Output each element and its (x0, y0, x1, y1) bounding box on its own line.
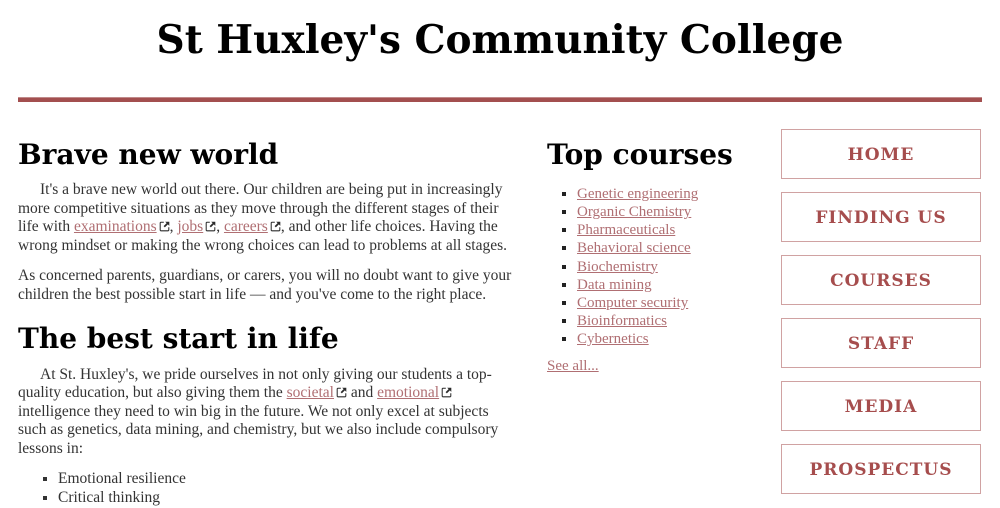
list-item (577, 239, 750, 257)
lessons-list (18, 470, 516, 507)
nav-button-finding-us[interactable]: FINDING US (781, 192, 981, 242)
main-content (18, 102, 516, 507)
list-item (577, 185, 750, 203)
course-link-cybernetics[interactable]: Cybernetics (577, 330, 649, 347)
nav-button-courses[interactable]: COURSES (781, 255, 981, 305)
link-careers[interactable] (224, 218, 281, 235)
paragraph-text: , (169, 218, 178, 236)
nav-button-home[interactable]: HOME (781, 129, 981, 179)
paragraph-text: It's a brave new world out there. Our children are being put in increasingly more competitive situations as they move through the different stages of their life with (18, 181, 503, 236)
nav-button-media[interactable]: MEDIA (781, 381, 981, 431)
see-all-link[interactable]: See all... (547, 357, 599, 374)
external-link-icon (270, 221, 281, 232)
list-item (577, 330, 750, 348)
course-link-bioinformatics[interactable]: Bioinformatics (577, 312, 667, 329)
paragraph-text: and (346, 384, 378, 402)
nav-button-prospectus[interactable]: PROSPECTUS (781, 444, 981, 494)
list-item: ▪ Emotional resilience (58, 470, 516, 489)
link-label: emotional (377, 384, 440, 402)
list-item (577, 221, 750, 239)
external-link-icon (441, 387, 452, 398)
external-link-icon (159, 221, 170, 232)
courses-list (547, 185, 750, 348)
course-link-data-mining[interactable]: Data mining (577, 276, 652, 293)
list-item (577, 258, 750, 276)
course-link-pharmaceuticals[interactable]: Pharmaceuticals (577, 222, 676, 239)
link-jobs[interactable] (177, 218, 216, 235)
course-link-organic-chemistry[interactable]: Organic Chemistry (577, 204, 692, 221)
list-item: ▪ Critical thinking (58, 489, 516, 508)
course-link-genetic-engineering[interactable]: Genetic engineering (577, 186, 699, 203)
nav-button-staff[interactable]: STAFF (781, 318, 981, 368)
course-link-behavioral-science[interactable]: Behavioral science (577, 240, 691, 257)
course-link-biochemistry[interactable]: Biochemistry (577, 258, 658, 275)
paragraph-concerned-parents: As concerned parents, guardians, or carers, you will no doubt want to give your children the best possible start in life — and you've come to the right place. (18, 267, 512, 303)
top-courses-sidebar (547, 102, 750, 375)
list-item (577, 294, 750, 312)
link-emotional[interactable] (377, 384, 452, 401)
site-nav (781, 102, 981, 507)
list-item (577, 203, 750, 221)
page-title: St Huxley's Community College (156, 17, 844, 63)
paragraph-brave-new-world (18, 181, 516, 255)
link-label: examinations (73, 218, 157, 236)
paragraph-text: , and other life choices. Having the wrong mindset or making the wrong choices can lead to problems at all stages. (18, 218, 507, 254)
course-link-computer-security[interactable]: Computer security (577, 294, 689, 311)
paragraph-best-start (18, 366, 516, 459)
paragraph-text: , (216, 218, 224, 236)
external-link-icon (336, 387, 347, 398)
content-grid (0, 102, 1000, 507)
paragraph-text: At St. Huxley's, we pride ourselves in not only giving our students a top-quality education, but also giving them the (18, 365, 492, 402)
section-heading-brave-new-world: Brave new world (18, 137, 279, 171)
link-societal[interactable] (287, 384, 347, 401)
top-courses-heading: Top courses (547, 137, 733, 171)
link-label: jobs (177, 218, 204, 236)
link-examinations[interactable] (74, 218, 170, 235)
page-header (0, 16, 1000, 65)
link-label: careers (223, 218, 268, 236)
link-label: societal (286, 384, 334, 402)
list-item (577, 312, 750, 330)
list-item (577, 276, 750, 294)
section-heading-best-start: The best start in life (18, 322, 339, 356)
see-all-row (547, 358, 750, 375)
external-link-icon (205, 221, 216, 232)
paragraph-text: intelligence they need to win big in the future. We not only excel at subjects such as genetics, data mining, and chemistry, but we also include compulsory lessons in: (18, 402, 499, 457)
